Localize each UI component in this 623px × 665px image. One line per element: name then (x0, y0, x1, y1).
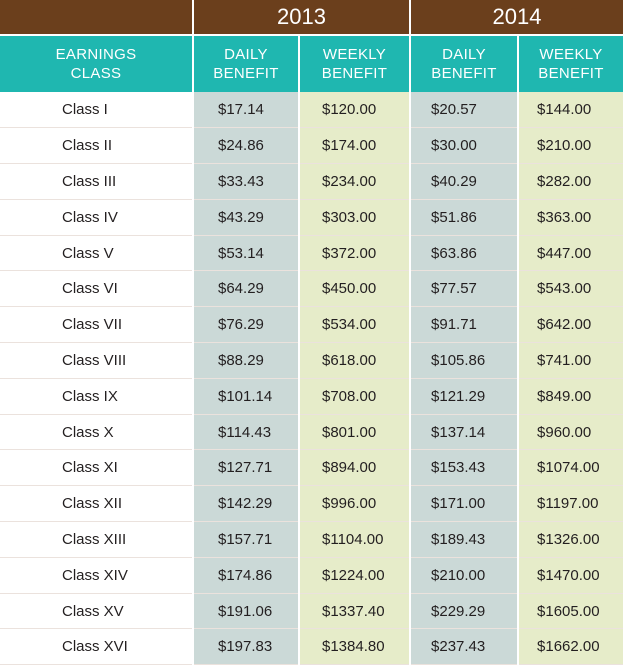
daily-header-line2: BENEFIT (213, 65, 279, 82)
table-row (0, 629, 623, 665)
weekly-benefit-2013-cell: $708.00 (299, 378, 410, 414)
weekly-benefit-2013-cell: $1337.40 (299, 593, 410, 629)
earnings-class-cell: Class VI (0, 271, 193, 307)
daily-benefit-2014-cell: $121.29 (410, 378, 518, 414)
daily-benefit-2014-cell: $153.43 (410, 450, 518, 486)
daily-benefit-2013-cell: $17.14 (193, 92, 299, 128)
daily-header-line1: DAILY (224, 46, 268, 63)
weekly-benefit-2013-cell: $1224.00 (299, 557, 410, 593)
weekly-benefit-2013-cell: $174.00 (299, 128, 410, 164)
table-header (0, 0, 623, 92)
earnings-class-cell: Class IV (0, 199, 193, 235)
daily-benefit-2013-cell: $127.71 (193, 450, 299, 486)
earnings-class-cell: Class II (0, 128, 193, 164)
column-header-row (0, 35, 623, 92)
earnings-class-cell: Class XIV (0, 557, 193, 593)
weekly-benefit-2014-cell: $849.00 (518, 378, 623, 414)
daily-benefit-2014-cell: $40.29 (410, 164, 518, 200)
weekly-benefit-2013-cell: $894.00 (299, 450, 410, 486)
weekly-header-line1: WEEKLY (539, 46, 603, 63)
daily-benefit-2013-cell: $64.29 (193, 271, 299, 307)
weekly-benefit-2014-cell: $210.00 (518, 128, 623, 164)
earnings-class-cell: Class III (0, 164, 193, 200)
earnings-class-header (0, 35, 193, 92)
earnings-class-cell: Class X (0, 414, 193, 450)
earnings-class-header-line2: CLASS (70, 65, 122, 82)
weekly-benefit-2014-cell: $1662.00 (518, 629, 623, 665)
weekly-benefit-2013-cell: $120.00 (299, 92, 410, 128)
weekly-benefit-2014-cell: $282.00 (518, 164, 623, 200)
daily-benefit-2014-cell: $137.14 (410, 414, 518, 450)
daily-benefit-2014-cell: $77.57 (410, 271, 518, 307)
daily-benefit-2013-header (193, 35, 299, 92)
year-header-blank (0, 0, 193, 35)
daily-benefit-2013-cell: $157.71 (193, 522, 299, 558)
table-row (0, 271, 623, 307)
earnings-class-cell: Class I (0, 92, 193, 128)
daily-benefit-2013-cell: $76.29 (193, 307, 299, 343)
year-2013-header: 2013 (193, 0, 410, 35)
daily-benefit-2013-cell: $53.14 (193, 235, 299, 271)
weekly-benefit-2014-cell: $960.00 (518, 414, 623, 450)
weekly-benefit-2014-cell: $144.00 (518, 92, 623, 128)
weekly-benefit-2014-cell: $363.00 (518, 199, 623, 235)
daily-benefit-2013-cell: $191.06 (193, 593, 299, 629)
daily-benefit-2014-cell: $91.71 (410, 307, 518, 343)
daily-benefit-2013-cell: $88.29 (193, 343, 299, 379)
earnings-class-cell: Class XV (0, 593, 193, 629)
weekly-header-line2: BENEFIT (321, 65, 388, 82)
weekly-benefit-2013-cell: $1384.80 (299, 629, 410, 665)
daily-benefit-2013-cell: $101.14 (193, 378, 299, 414)
daily-benefit-2014-cell: $105.86 (410, 343, 518, 379)
daily-benefit-2013-cell: $43.29 (193, 199, 299, 235)
daily-benefit-2013-cell: $114.43 (193, 414, 299, 450)
table-row (0, 450, 623, 486)
weekly-benefit-2014-cell: $1197.00 (518, 486, 623, 522)
earnings-class-cell: Class XII (0, 486, 193, 522)
daily-benefit-2014-cell: $63.86 (410, 235, 518, 271)
table-row (0, 593, 623, 629)
table-row (0, 378, 623, 414)
table-body (0, 92, 623, 665)
daily-benefit-2014-cell: $189.43 (410, 522, 518, 558)
daily-benefit-2014-cell: $171.00 (410, 486, 518, 522)
earnings-class-cell: Class V (0, 235, 193, 271)
weekly-benefit-2014-cell: $1605.00 (518, 593, 623, 629)
weekly-benefit-2014-cell: $543.00 (518, 271, 623, 307)
table-row (0, 92, 623, 128)
table-row (0, 557, 623, 593)
weekly-benefit-2014-cell: $741.00 (518, 343, 623, 379)
weekly-benefit-2013-cell: $801.00 (299, 414, 410, 450)
year-header-row (0, 0, 623, 35)
table-row (0, 486, 623, 522)
earnings-class-cell: Class IX (0, 378, 193, 414)
year-2014-header: 2014 (410, 0, 623, 35)
weekly-header-line2: BENEFIT (538, 65, 604, 82)
weekly-benefit-2013-cell: $618.00 (299, 343, 410, 379)
daily-benefit-2014-cell: $229.29 (410, 593, 518, 629)
table-row (0, 235, 623, 271)
weekly-benefit-2013-cell: $534.00 (299, 307, 410, 343)
weekly-benefit-2013-cell: $450.00 (299, 271, 410, 307)
daily-header-line1: DAILY (442, 46, 486, 63)
daily-benefit-2014-cell: $20.57 (410, 92, 518, 128)
earnings-class-cell: Class XI (0, 450, 193, 486)
daily-benefit-2013-cell: $24.86 (193, 128, 299, 164)
table-row (0, 164, 623, 200)
weekly-benefit-2013-cell: $1104.00 (299, 522, 410, 558)
earnings-class-cell: Class VII (0, 307, 193, 343)
earnings-class-cell: Class VIII (0, 343, 193, 379)
daily-benefit-2014-cell: $210.00 (410, 557, 518, 593)
weekly-benefit-2014-cell: $447.00 (518, 235, 623, 271)
table-row (0, 199, 623, 235)
daily-benefit-2014-header (410, 35, 518, 92)
table-row (0, 522, 623, 558)
weekly-benefit-2013-header (299, 35, 410, 92)
earnings-class-cell: Class XVI (0, 629, 193, 665)
daily-benefit-2013-cell: $174.86 (193, 557, 299, 593)
table-row (0, 343, 623, 379)
weekly-benefit-2013-cell: $234.00 (299, 164, 410, 200)
daily-benefit-2014-cell: $30.00 (410, 128, 518, 164)
daily-benefit-2014-cell: $51.86 (410, 199, 518, 235)
earnings-class-header-line1: EARNINGS (55, 46, 137, 63)
weekly-benefit-2013-cell: $372.00 (299, 235, 410, 271)
daily-benefit-2013-cell: $142.29 (193, 486, 299, 522)
daily-benefit-2013-cell: $33.43 (193, 164, 299, 200)
weekly-benefit-2014-cell: $1326.00 (518, 522, 623, 558)
daily-header-line2: BENEFIT (431, 65, 497, 82)
weekly-benefit-2013-cell: $303.00 (299, 199, 410, 235)
daily-benefit-2013-cell: $197.83 (193, 629, 299, 665)
weekly-benefit-2013-cell: $996.00 (299, 486, 410, 522)
weekly-header-line1: WEEKLY (322, 46, 387, 63)
daily-benefit-2014-cell: $237.43 (410, 629, 518, 665)
table-row (0, 307, 623, 343)
weekly-benefit-2014-cell: $642.00 (518, 307, 623, 343)
earnings-class-cell: Class XIII (0, 522, 193, 558)
table-row (0, 128, 623, 164)
table-row (0, 414, 623, 450)
weekly-benefit-2014-cell: $1470.00 (518, 557, 623, 593)
weekly-benefit-2014-cell: $1074.00 (518, 450, 623, 486)
weekly-benefit-2014-header (518, 35, 623, 92)
